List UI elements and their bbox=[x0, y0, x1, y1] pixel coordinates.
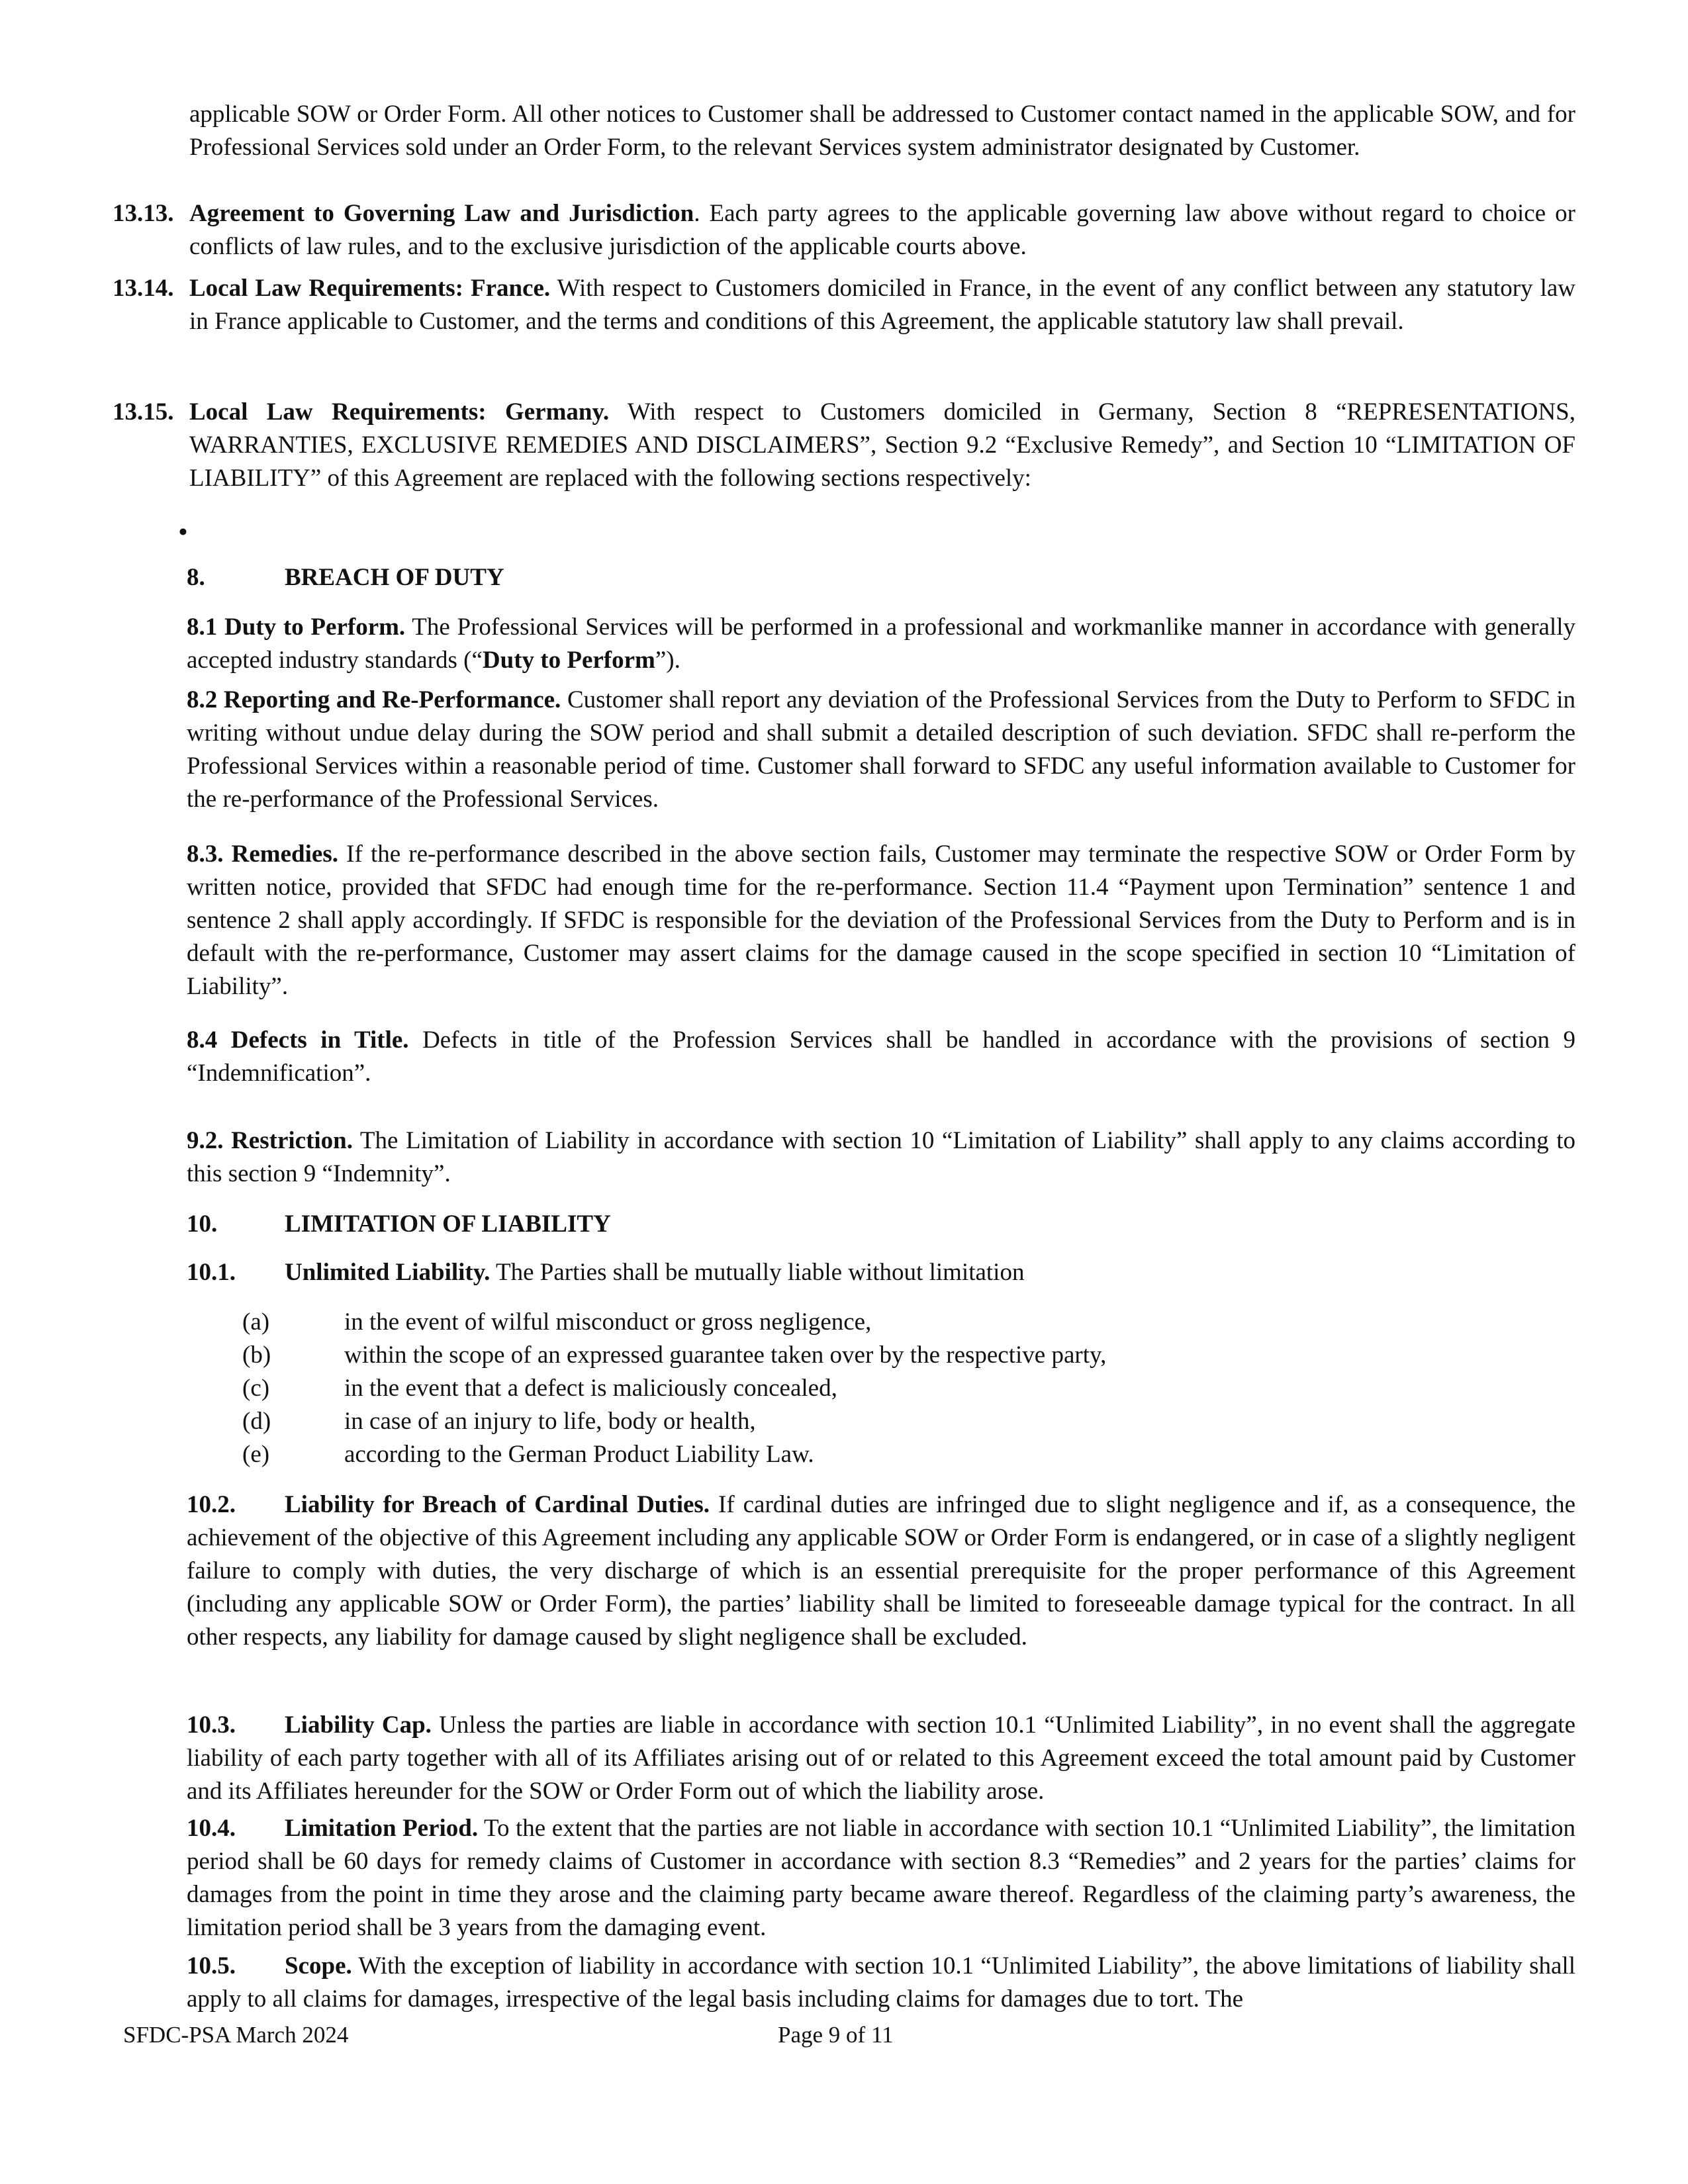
section-13-14 bbox=[113, 272, 1575, 338]
section-13-13 bbox=[113, 197, 1575, 263]
para-text: The Limitation of Liability in accordance with section 10 “Limitation of Liability” shall apply to any claims according to this section 9 “Indemnity”. bbox=[187, 1127, 1576, 1187]
footer-doc-id: SFDC-PSA March 2024 bbox=[123, 2022, 349, 2048]
para-text: If cardinal duties are infringed due to slight negligence and if, as a consequence, the achievement of the objective of this Agreement including any applicable SOW or Order Form is endangered, or in case of a slightly negligent failure to comply with duties, the very discharge of which is an essential prerequisite for the proper performance of this Agreement (including any applicable SOW or Order Form), the parties’ liability shall be limited to foreseeable damage typical for the contract. In all other respects, any liability for damage caused by slight negligence shall be excluded. bbox=[187, 1491, 1575, 1651]
footer-page-number: Page 9 of 11 bbox=[778, 2022, 894, 2048]
section-8-4 bbox=[187, 1024, 1575, 1090]
list-item bbox=[242, 1405, 1566, 1438]
para-lead: Unlimited Liability. bbox=[285, 1259, 491, 1286]
list-text: within the scope of an expressed guarantee taken over by the respective party, bbox=[344, 1342, 1107, 1369]
section-10-4 bbox=[187, 1812, 1575, 1944]
para-lead: 8.2 Reporting and Re-Performance. bbox=[187, 686, 561, 713]
para-number: 10.3. bbox=[187, 1711, 236, 1739]
section-body bbox=[189, 396, 1575, 495]
para-text: With the exception of liability in accordance with section 10.1 “Unlimited Liability”, the above limitations of liability shall apply to all claims for damages, irrespective of the legal basis including claims for damages due to tort. The bbox=[187, 1952, 1575, 2013]
section-body bbox=[189, 272, 1575, 338]
para-number: 10.4. bbox=[187, 1815, 236, 1842]
para-text: The Parties shall be mutually liable without limitation bbox=[490, 1259, 1025, 1286]
heading-number: 10. bbox=[187, 1210, 218, 1238]
section-title: Agreement to Governing Law and Jurisdiction bbox=[189, 200, 694, 227]
section-10-1 bbox=[187, 1256, 1024, 1289]
para-lead: 8.3. Remedies. bbox=[187, 841, 338, 868]
section-title: Local Law Requirements: Germany. bbox=[189, 398, 610, 426]
section-title: Local Law Requirements: France. bbox=[189, 275, 551, 302]
section-text: . Each party agrees to the applicable governing law above without regard to choice or conflicts of law rules, and to the exclusive jurisdiction of the applicable courts above. bbox=[189, 200, 1575, 260]
para-lead: Limitation Period. bbox=[285, 1815, 479, 1842]
heading-title: LIMITATION OF LIABILITY bbox=[285, 1210, 611, 1238]
section-10-heading bbox=[187, 1208, 611, 1241]
para-lead: 9.2. Restriction. bbox=[187, 1127, 353, 1154]
section-10-2 bbox=[187, 1488, 1575, 1654]
para-text: Defects in title of the Profession Services shall be handled in accordance with the provisions of section 9 “Indemnification”. bbox=[187, 1026, 1575, 1087]
list-label: (e) bbox=[242, 1441, 270, 1468]
list-label: (a) bbox=[242, 1308, 270, 1336]
section-number: 13.13. bbox=[113, 200, 174, 227]
list-label: (d) bbox=[242, 1408, 271, 1435]
list-text: in the event that a defect is maliciously concealed, bbox=[344, 1375, 837, 1402]
para-lead: Liability for Breach of Cardinal Duties. bbox=[285, 1491, 710, 1518]
list-item bbox=[242, 1306, 1566, 1339]
defined-term: Duty to Perform bbox=[482, 647, 655, 674]
section-8-2 bbox=[187, 684, 1575, 816]
section-number: 13.15. bbox=[113, 398, 174, 426]
bullet-marker: • bbox=[179, 519, 187, 546]
para-lead: Scope. bbox=[285, 1952, 352, 1979]
heading-number: 8. bbox=[187, 564, 205, 591]
list-label: (b) bbox=[242, 1342, 271, 1369]
section-8-heading bbox=[187, 561, 504, 594]
heading-title: BREACH OF DUTY bbox=[285, 564, 504, 591]
list-item bbox=[242, 1372, 1566, 1405]
para-number: 10.5. bbox=[187, 1952, 236, 1979]
para-lead: 8.1 Duty to Perform. bbox=[187, 614, 406, 641]
list-text: according to the German Product Liability Law. bbox=[344, 1441, 814, 1468]
para-number: 10.2. bbox=[187, 1491, 236, 1518]
section-text: With respect to Customers domiciled in France, in the event of any conflict between any statutory law in France applicable to Customer, and the terms and conditions of this Agreement, the applicable statutory law shall prevail. bbox=[189, 275, 1575, 335]
para-lead: Liability Cap. bbox=[285, 1711, 432, 1739]
section-9-2 bbox=[187, 1124, 1575, 1191]
list-label: (c) bbox=[242, 1375, 270, 1402]
section-number: 13.14. bbox=[113, 275, 174, 302]
continuation-paragraph: applicable SOW or Order Form. All other notices to Customer shall be addressed to Customer contact named in the applicable SOW, and for Professional Services sold under an Order Form, to the relevant Services system administrator designated by Customer. bbox=[189, 101, 1575, 161]
list-item bbox=[242, 1339, 1566, 1372]
para-lead: 8.4 Defects in Title. bbox=[187, 1026, 409, 1054]
section-10-5 bbox=[187, 1950, 1575, 2016]
section-13-15 bbox=[113, 396, 1575, 495]
section-8-3 bbox=[187, 838, 1575, 1003]
liability-list bbox=[242, 1306, 1566, 1471]
list-text: in case of an injury to life, body or health, bbox=[344, 1408, 756, 1435]
section-text: With respect to Customers domiciled in Germany, Section 8 “REPRESENTATIONS, WARRANTIES, EXCLUSIVE REMEDIES AND DISCLAIMERS”, Section 9.2 “Exclusive Remedy”, and Section 10 “LIMITATION OF LIABILITY” of this Agreement are replaced with the following sections respectively: bbox=[189, 398, 1575, 492]
section-8-1 bbox=[187, 611, 1575, 677]
para-text: Customer shall report any deviation of the Professional Services from the Duty to Perform to SFDC in writing without undue delay during the SOW period and shall submit a detailed description of such deviation. SFDC shall re-perform the Professional Services within a reasonable period of time. Customer shall forward to SFDC any useful information available to Customer for the re-performance of the Professional Services. bbox=[187, 686, 1576, 813]
para-number: 10.1. bbox=[187, 1259, 236, 1286]
section-10-3 bbox=[187, 1709, 1575, 1808]
para-text: If the re-performance described in the above section fails, Customer may terminate the respective SOW or Order Form by written notice, provided that SFDC had enough time for the re-performance. Section 11.4 “Payment upon Termination” sentence 1 and sentence 2 shall apply accordingly. If SFDC is responsible for the deviation of the Professional Services from the Duty to Perform and is in default with the re-performance, Customer may assert claims for the damage caused in the scope specified in section 10 “Limitation of Liability”. bbox=[187, 841, 1575, 1000]
para-text: To the extent that the parties are not liable in accordance with section 10.1 “Unlimited Liability”, the limitation period shall be 60 days for remedy claims of Customer in accordance with section 8.3 “Remedies” and 2 years for the parties’ claims for damages from the point in time they arose and the claiming party became aware thereof. Regardless of the claiming party’s awareness, the limitation period shall be 3 years from the damaging event. bbox=[187, 1815, 1575, 1941]
para-text: The Professional Services will be performed in a professional and workmanlike manner in accordance with generally accepted industry standards (“ bbox=[187, 614, 1575, 674]
list-item bbox=[242, 1438, 1566, 1471]
para-text: Unless the parties are liable in accordance with section 10.1 “Unlimited Liability”, in no event shall the aggregate liability of each party together with all of its Affiliates arising out of or related to this Agreement exceed the total amount paid by Customer and its Affiliates hereunder for the SOW or Order Form out of which the liability arose. bbox=[187, 1711, 1575, 1805]
section-body bbox=[189, 197, 1575, 263]
list-text: in the event of wilful misconduct or gross negligence, bbox=[344, 1308, 872, 1336]
para-text-end: ”). bbox=[655, 647, 680, 674]
